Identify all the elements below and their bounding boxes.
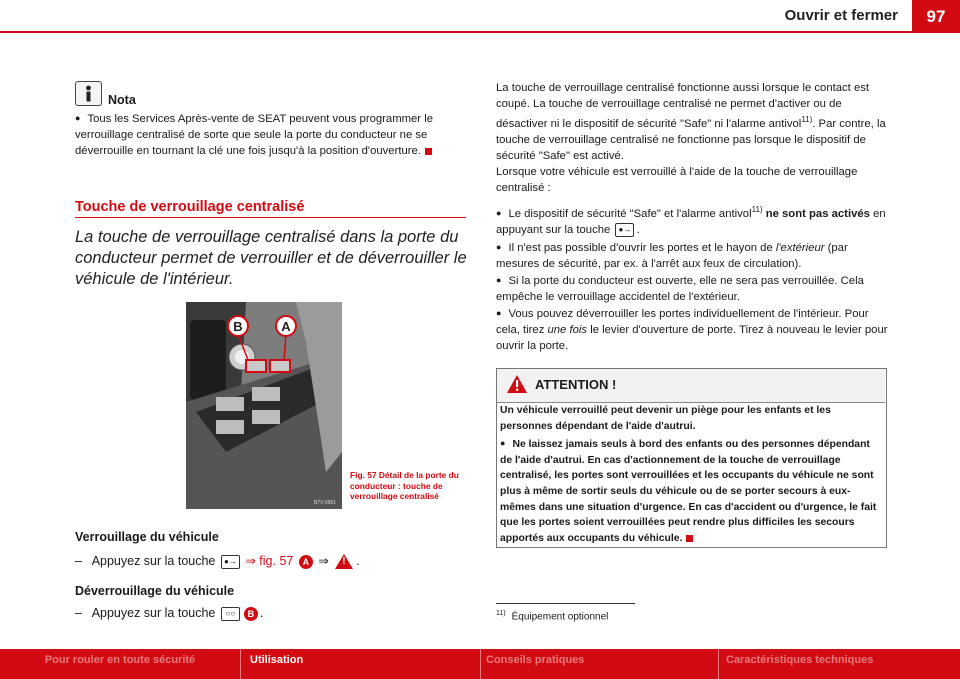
lock-step: – Appuyez sur la touche ●→ ⇒ fig. 57 A ⇒ ! . [75,553,360,569]
lock-key-icon: ●→ [615,223,634,237]
footnote: $^{11)}$ Équipement optionnel [496,610,609,623]
bullet-3: ● Si la porte du conducteur est ouverte, elle ne sera pas verrouillée. Cela empêche le verrouillage accidentel de l'extérieur. [496,273,888,305]
note-icon [75,81,102,106]
figure-caption: Fig. 57 Détail de la porte du conducteur : touche de verrouillage centralisé [350,470,459,501]
badge-a: A [299,555,313,569]
footer-tab-specs[interactable]: Caractéristiques techniques [726,654,874,666]
bullet-4: ● Vous pouvez déverrouiller les portes individuellement de l'intérieur. Pour cela, tirez une fois le levier d'ouverture de porte. Tirez à nouveau le levier pour ouvrir la porte. [496,306,888,354]
unlock-step: – Appuyez sur la touche ○○ B . [75,606,264,620]
figure-label-a: A [281,319,291,334]
unlock-heading: Déverrouillage du véhicule [75,584,235,598]
figure-label-b: B [233,319,243,334]
section-title: Touche de verrouillage centralisé [75,199,305,215]
attention-warning-icon [506,374,528,399]
attention-text: Un véhicule verrouillé peut devenir un piège pour les enfants et les personnes dépendant de l'aide d'autrui. ● Ne laissez jamais seuls à bord des enfants ou des personnes dépendant de l'aide d'autrui. En cas d'actionnement de la touche de verrouillage centralisé, les portes sont verrouillées et les occupants du véhicule ne sont plus à même de sortir seuls du véhicule ou de se porter secours à eux-mêmes dans une situation d'urgence. En cas d'accident ou d'urgence, le fait que les portes soient verrouillées peut rendre plus difficiles les secours apportés aux occupants du véhicule. [500,403,882,546]
lock-heading: Verrouillage du véhicule [75,530,219,544]
bullet-dot [75,113,87,125]
bullet-1: ● Le dispositif de sécurité "Safe" et l'alarme antivol$^{11)}$ ne sont pas activés en appuyant sur la touche ●→ . [496,202,888,238]
section-rule [75,217,466,218]
footer-tab-usage[interactable]: Utilisation [250,654,304,666]
lock-key-icon: ●→ [221,555,240,569]
right-paragraph-2: Lorsque votre véhicule est verrouillé à l'aide de la touche de verrouillage centralisé : [496,166,858,194]
footer-tab-safety[interactable]: Pour rouler en toute sécurité [44,654,196,666]
footer-tab-tips[interactable]: Conseils pratiques [486,654,585,666]
note-text: ● Tous les Services Après-vente de SEAT peuvent vous programmer le verrouillage centralisé de sorte que seule la porte du conducteur ne se déverrouille en tournant la clé une fois jusqu'à la position d'ouverture. [75,111,465,159]
page-number: 97 [912,0,960,33]
page-header-title: Ouvrir et fermer [784,7,898,24]
unlock-key-icon: ○○ [221,607,240,621]
fig-57-link[interactable]: ⇒ fig. 57 [245,554,294,568]
footnote-rule [496,603,635,604]
note-block [75,81,136,106]
end-marker [425,148,432,155]
warning-icon [335,554,353,569]
figure-code: B7V-0561 [314,500,336,506]
bullet-2: ● Il n'est pas possible d'ouvrir les portes et le hayon de l'extérieur (par mesures de sécurité, par ex. à l'arrêt aux feux de circulation). [496,240,888,272]
badge-b: B [244,607,258,621]
note-title: Nota [108,93,136,107]
right-paragraph-1: La touche de verrouillage centralisé fonctionne aussi lorsque le contact est coupé. La touche de verrouillage centralisé ne permet d'activer ou de désactiver ni le dispositif de sécurité "Safe" ni l'alarme antivol$^{11)}$. Par contre, la touche de verrouillage centralisé ne fonctionne pas lorsque le dispositif de sécurité "Safe" est activé. [496,82,886,162]
header-rule [0,31,912,33]
figure-57-door-panel [186,302,342,509]
section-lead: La touche de verrouillage centralisé dans la porte du conducteur permet de verrouiller et de déverrouiller le véhicule de l'intérieur. [75,228,467,288]
attention-title: ATTENTION ! [535,377,617,392]
